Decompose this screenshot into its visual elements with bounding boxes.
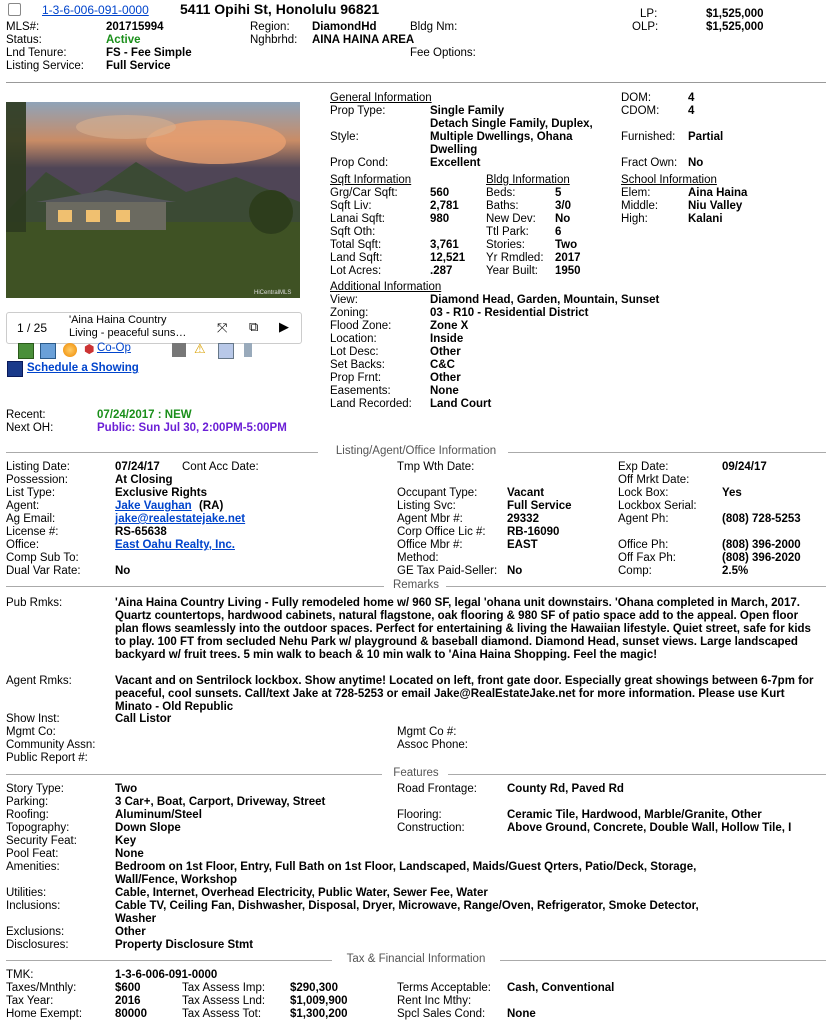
listing-value: Full Service (507, 500, 572, 512)
school-value: Aina Haina (688, 187, 748, 199)
roofing-value: Aluminum/Steel (115, 809, 202, 821)
additional-value: Diamond Head, Garden, Mountain, Sunset (430, 294, 660, 306)
additional-label: Zoning: (330, 307, 369, 319)
mgmt-co-num-label: Mgmt Co #: (397, 726, 457, 738)
listing-label: Listing Svc: (397, 500, 456, 512)
disclosures-value: Property Disclosure Stmt (115, 939, 254, 951)
recent-label: Recent: (6, 409, 46, 421)
home-exempt-value: 80000 (115, 1008, 147, 1020)
document-icon[interactable] (172, 343, 186, 357)
nghbrhd-label: Nghbrhd: (250, 34, 298, 46)
popout-icon[interactable]: ⧉ (249, 319, 259, 334)
listing-value: 2.5% (722, 565, 749, 577)
bldg-value: 5 (555, 187, 562, 199)
status-value: Active (106, 34, 141, 46)
map-icon[interactable] (18, 343, 34, 359)
photo-caption-1: 'Aina Haina Country (69, 314, 167, 326)
tax-lnd-value: $1,009,900 (290, 995, 348, 1007)
style-value-1: Detach Single Family, Duplex, (430, 118, 593, 130)
tax-lnd-label: Tax Assess Lnd: (182, 995, 266, 1007)
amenities-value-1: Bedroom on 1st Floor, Entry, Full Bath on 1st Floor, Landscaped, Maids/Guest Qrters, Patio/Deck, Storage, (115, 861, 697, 873)
bldg-label: Year Built: (486, 265, 538, 277)
additional-value: Other (430, 372, 461, 384)
spcl-sales-value: None (507, 1008, 536, 1020)
assoc-phone-label: Assoc Phone: (397, 739, 468, 751)
fract-own-label: Fract Own: (621, 157, 678, 169)
listing-label: Possession: (6, 474, 69, 486)
security-value: Key (115, 835, 137, 847)
coop-icon[interactable]: ⬢ (84, 342, 95, 356)
listing-label: Listing Date: (6, 461, 70, 473)
next-photo-icon[interactable]: ▶ (279, 319, 289, 334)
show-inst-value: Call Listor (115, 713, 172, 725)
sqft-label: Sqft Oth: (330, 226, 376, 238)
listing-label: Agent Ph: (618, 513, 669, 525)
listing-label: Office Ph: (618, 539, 669, 551)
construction-label: Construction: (397, 822, 465, 834)
additional-label: Flood Zone: (330, 320, 392, 332)
sqft-value: 12,521 (430, 252, 466, 264)
listing-label: Occupant Type: (397, 487, 478, 499)
school-info-title: School Information (621, 174, 717, 186)
bldg-label: Bldg Nm: (410, 21, 458, 33)
sqft-info-title: Sqft Information (330, 174, 412, 186)
additional-info-title: Additional Information (330, 281, 442, 293)
inclusions-value-1: Cable TV, Ceiling Fan, Dishwasher, Disposal, Dryer, Microwave, Range/Oven, Refrigerator, Smoke Detector, (115, 900, 699, 912)
dom-label: DOM: (621, 92, 652, 104)
listing-label: Office: (6, 539, 40, 551)
bldg-label: Stories: (486, 239, 525, 251)
lp-label: LP: (640, 8, 658, 20)
next-oh-value: Public: Sun Jul 30, 2:00PM-5:00PM (97, 422, 287, 434)
prop-type-label: Prop Type: (330, 105, 386, 117)
tenure-value: FS - Fee Simple (106, 47, 192, 59)
prop-cond-label: Prop Cond: (330, 157, 389, 169)
disclosures-label: Disclosures: (6, 939, 69, 951)
school-label: Middle: (621, 200, 659, 212)
listing-service-label: Listing Service: (6, 60, 84, 72)
region-label: Region: (250, 21, 290, 33)
mls-label: MLS#: (6, 21, 40, 33)
listing-service-value: Full Service (106, 60, 171, 72)
bldg-value: 1950 (555, 265, 581, 277)
listing-value: (808) 396-2000 (722, 539, 801, 551)
additional-value: Land Court (430, 398, 492, 410)
schedule-showing-link[interactable]: Schedule a Showing (27, 362, 139, 374)
amenities-value-2: Wall/Fence, Workshop (115, 874, 238, 886)
sqft-value: 3,761 (430, 239, 459, 251)
listing-label: Agent Mbr #: (397, 513, 463, 525)
show-inst-label: Show Inst: (6, 713, 60, 725)
listing-label: Agent: (6, 500, 40, 512)
additional-label: Lot Desc: (330, 346, 379, 358)
select-checkbox[interactable] (8, 3, 21, 16)
parking-label: Parking: (6, 796, 49, 808)
listing-photo[interactable] (6, 102, 300, 298)
olp-label: OLP: (632, 21, 659, 33)
bottle-icon[interactable] (244, 343, 252, 357)
bldg-label: Yr Rmdled: (486, 252, 544, 264)
amenities-label: Amenities: (6, 861, 60, 873)
listing-label: Method: (397, 552, 439, 564)
style-value-3: Dwelling (430, 144, 478, 156)
sqft-label: Lanai Sqft: (330, 213, 385, 225)
recent-value: 07/24/2017 : NEW (97, 409, 192, 421)
story-type-label: Story Type: (6, 783, 64, 795)
bldg-label: Baths: (486, 200, 519, 212)
style-label: Style: (330, 131, 359, 143)
school-value: Kalani (688, 213, 723, 225)
agent-remarks-label: Agent Rmks: (6, 675, 72, 687)
additional-value: Other (430, 346, 461, 358)
inclusions-label: Inclusions: (6, 900, 61, 912)
additional-value: 03 - R10 - Residential District (430, 307, 589, 319)
tax-tot-value: $1,300,200 (290, 1008, 348, 1020)
bldg-value: 6 (555, 226, 562, 238)
rent-inc-label: Rent Inc Mthy: (397, 995, 472, 1007)
pool-label: Pool Feat: (6, 848, 59, 860)
listing-value: Vacant (507, 487, 545, 499)
bldg-info-title: Bldg Information (486, 174, 570, 186)
listing-label: Tmp Wth Date: (397, 461, 475, 473)
bldg-value: 3/0 (555, 200, 571, 212)
security-label: Security Feat: (6, 835, 77, 847)
listing-label: Lock Box: (618, 487, 669, 499)
listing-label: License #: (6, 526, 59, 538)
listing-label: Ag Email: (6, 513, 56, 525)
additional-label: Location: (330, 333, 377, 345)
sqft-value: .287 (430, 265, 453, 277)
listing-value: No (507, 565, 523, 577)
taxes-value: $600 (115, 982, 141, 994)
additional-label: Set Backs: (330, 359, 385, 371)
listing-value: (808) 396-2020 (722, 552, 801, 564)
features-section-title: Features (393, 767, 439, 779)
listing-label: Comp Sub To: (6, 552, 79, 564)
agent-email-link[interactable]: jake@realestatejake.net (115, 513, 246, 525)
photo-counter: 1 / 25 (17, 321, 48, 335)
listing-label: Off Mrkt Date: (618, 474, 690, 486)
pub-remarks-label: Pub Rmks: (6, 597, 63, 609)
additional-label: Easements: (330, 385, 391, 397)
mgmt-co-label: Mgmt Co: (6, 726, 56, 738)
tmk-link[interactable]: 1-3-6-006-091-0000 (42, 3, 149, 17)
bldg-label: New Dev: (486, 213, 536, 225)
photo-viewer-controls (6, 312, 302, 344)
parking-value: 3 Car+, Boat, Carport, Driveway, Street (115, 796, 326, 808)
fullscreen-icon[interactable]: ⤧ (217, 320, 228, 335)
exclusions-label: Exclusions: (6, 926, 65, 938)
listing-value: 29332 (507, 513, 539, 525)
listing-label: Lockbox Serial: (618, 500, 697, 512)
construction-value: Above Ground, Concrete, Double Wall, Hollow Tile, I (507, 822, 792, 834)
tax-tot-label: Tax Assess Tot: (182, 1008, 262, 1020)
listing-value: EAST (507, 539, 538, 551)
lp-value: $1,525,000 (706, 8, 764, 20)
photo-caption-2: Living - peaceful suns… (69, 327, 187, 339)
listing-value: RS-65638 (115, 526, 167, 538)
topography-label: Topography: (6, 822, 70, 834)
flooring-label: Flooring: (397, 809, 442, 821)
story-type-value: Two (115, 783, 138, 795)
office-link[interactable]: East Oahu Realty, Inc. (115, 539, 235, 551)
bldg-value: Two (555, 239, 578, 251)
terms-value: Cash, Conventional (507, 982, 615, 994)
listing-value: 09/24/17 (722, 461, 767, 473)
calendar-icon[interactable] (7, 361, 23, 377)
tax-year-value: 2016 (115, 995, 141, 1007)
listing-value: 07/24/17 (115, 461, 160, 473)
listing-value: Exclusive Rights (115, 487, 208, 499)
tmk-value: 1-3-6-006-091-0000 (115, 969, 218, 981)
sqft-value: 2,781 (430, 200, 459, 212)
tenure-label: Lnd Tenure: (6, 47, 67, 59)
status-label: Status: (6, 34, 42, 46)
school-value: Niu Valley (688, 200, 743, 212)
tax-imp-value: $290,300 (290, 982, 338, 994)
photo-gallery-icon[interactable] (40, 343, 56, 359)
pub-remarks-text: 'Aina Haina Country Living - Fully remodeled home w/ 960 SF, legal 'ohana unit downstairs. 'Ohana completed in March, 2017. Quartz countertops, hardwood cabinets, natural flagstone, oak flooring & 980 SF of patio space add to the appeal. Open floor plan flows seamlessly into the outdoor spaces. Perfect for entertaining & living the Hawaiian lifestyle. Quiet street, safe for kids to play. 100 FT from secluded Nehu Park w/ playground & baseball diamond. Diamond Head, sunset views. Large landscaped backyard w/ fruit trees. 5 min walk to beach & 10 min walk to 'Aina Haina Shopping. Feel the magic! (115, 597, 811, 661)
terms-label: Terms Acceptable: (397, 982, 491, 994)
copy-icon[interactable] (218, 343, 234, 359)
furnished-label: Furnished: (621, 131, 676, 143)
school-label: High: (621, 213, 648, 225)
school-label: Elem: (621, 187, 651, 199)
listing-value: Yes (722, 487, 742, 499)
road-frontage-value: County Rd, Paved Rd (507, 783, 624, 795)
additional-label: Land Recorded: (330, 398, 412, 410)
road-frontage-label: Road Frontage: (397, 783, 477, 795)
community-assn-label: Community Assn: (6, 739, 96, 751)
listing-label: Office Mbr #: (397, 539, 463, 551)
utilities-value: Cable, Internet, Overhead Electricity, Public Water, Sewer Fee, Water (115, 887, 488, 899)
tax-year-label: Tax Year: (6, 995, 54, 1007)
remarks-section-title: Remarks (392, 579, 439, 591)
listing-address: 5411 Opihi St, Honolulu 96821 (180, 1, 380, 17)
photo-watermark: HiCentralMLS (254, 290, 292, 296)
listing-value: RB-16090 (507, 526, 560, 538)
fract-own-value: No (688, 157, 704, 169)
additional-label: Prop Frnt: (330, 372, 382, 384)
fee-options-label: Fee Options: (410, 47, 476, 59)
sqft-label: Grg/Car Sqft: (330, 187, 398, 199)
listing-label: Dual Var Rate: (6, 565, 81, 577)
sqft-value: 980 (430, 213, 450, 225)
bldg-label: Beds: (486, 187, 516, 199)
tax-section-title: Tax & Financial Information (346, 953, 486, 965)
pool-value: None (115, 848, 144, 860)
listing-label: Exp Date: (618, 461, 669, 473)
cdom-label: CDOM: (621, 105, 660, 117)
agent-link[interactable]: Jake Vaughan (115, 500, 192, 512)
tax-imp-label: Tax Assess Imp: (182, 982, 266, 994)
additional-value: C&C (430, 359, 455, 371)
sqft-label: Sqft Liv: (330, 200, 372, 212)
additional-value: Zone X (430, 320, 469, 332)
listing-section-title: Listing/Agent/Office Information (335, 445, 497, 457)
bldg-label: Ttl Park: (486, 226, 529, 238)
listing-label: Corp Office Lic #: (397, 526, 486, 538)
style-value-2: Multiple Dwellings, Ohana (430, 131, 573, 143)
topography-value: Down Slope (115, 822, 181, 834)
globe-icon[interactable] (63, 343, 77, 357)
nghbrhd-value: AINA HAINA AREA (312, 34, 415, 46)
coop-link[interactable]: Co-Op (97, 342, 131, 354)
additional-value: Inside (430, 333, 464, 345)
next-oh-label: Next OH: (6, 422, 54, 434)
taxes-label: Taxes/Mnthly: (6, 982, 77, 994)
listing-value: No (115, 565, 131, 577)
bldg-value: No (555, 213, 571, 225)
listing-value: At Closing (115, 474, 173, 486)
spcl-sales-label: Spcl Sales Cond: (397, 1008, 486, 1020)
flooring-value: Ceramic Tile, Hardwood, Marble/Granite, Other (507, 809, 762, 821)
bldg-value: 2017 (555, 252, 581, 264)
prop-type-value: Single Family (430, 105, 505, 117)
sqft-label: Land Sqft: (330, 252, 383, 264)
sqft-label: Lot Acres: (330, 265, 382, 277)
mls-value: 201715994 (106, 21, 164, 33)
photo-scene (6, 102, 300, 298)
sqft-label: Total Sqft: (330, 239, 382, 251)
dom-value: 4 (688, 92, 695, 104)
agent-remarks-text: Vacant and on Sentrilock lockbox. Show anytime! Located on left, front gate door. Especially great showings between 6-7pm for peaceful, cool sunsets. Call/text Jake at 728-5253 or email Jake@RealEstateJake.net for more information. Please use Kurt Minato - Old Republic (115, 675, 814, 713)
inclusions-value-2: Washer (115, 913, 157, 925)
prop-cond-value: Excellent (430, 157, 481, 169)
general-info-title: General Information (330, 92, 432, 104)
utilities-label: Utilities: (6, 887, 47, 899)
home-exempt-label: Home Exempt: (6, 1008, 83, 1020)
sqft-value: 560 (430, 187, 450, 199)
agent-suffix: (RA) (199, 500, 224, 512)
listing-label: GE Tax Paid-Seller: (397, 565, 498, 577)
olp-value: $1,525,000 (706, 21, 764, 33)
listing-label: Comp: (618, 565, 652, 577)
region-value: DiamondHd (312, 21, 377, 33)
header-divider (6, 82, 826, 83)
furnished-value: Partial (688, 131, 724, 143)
public-report-label: Public Report #: (6, 752, 88, 764)
additional-value: None (430, 385, 459, 397)
listing-label: Off Fax Ph: (618, 552, 676, 564)
listing-label: List Type: (6, 487, 56, 499)
tmk-label: TMK: (6, 969, 34, 981)
additional-label: View: (330, 294, 358, 306)
cdom-value: 4 (688, 105, 695, 117)
listing-value: (808) 728-5253 (722, 513, 801, 525)
warning-icon[interactable]: ⚠ (194, 341, 206, 356)
exclusions-value: Other (115, 926, 146, 938)
cont-acc-label: Cont Acc Date: (182, 461, 259, 473)
roofing-label: Roofing: (6, 809, 49, 821)
